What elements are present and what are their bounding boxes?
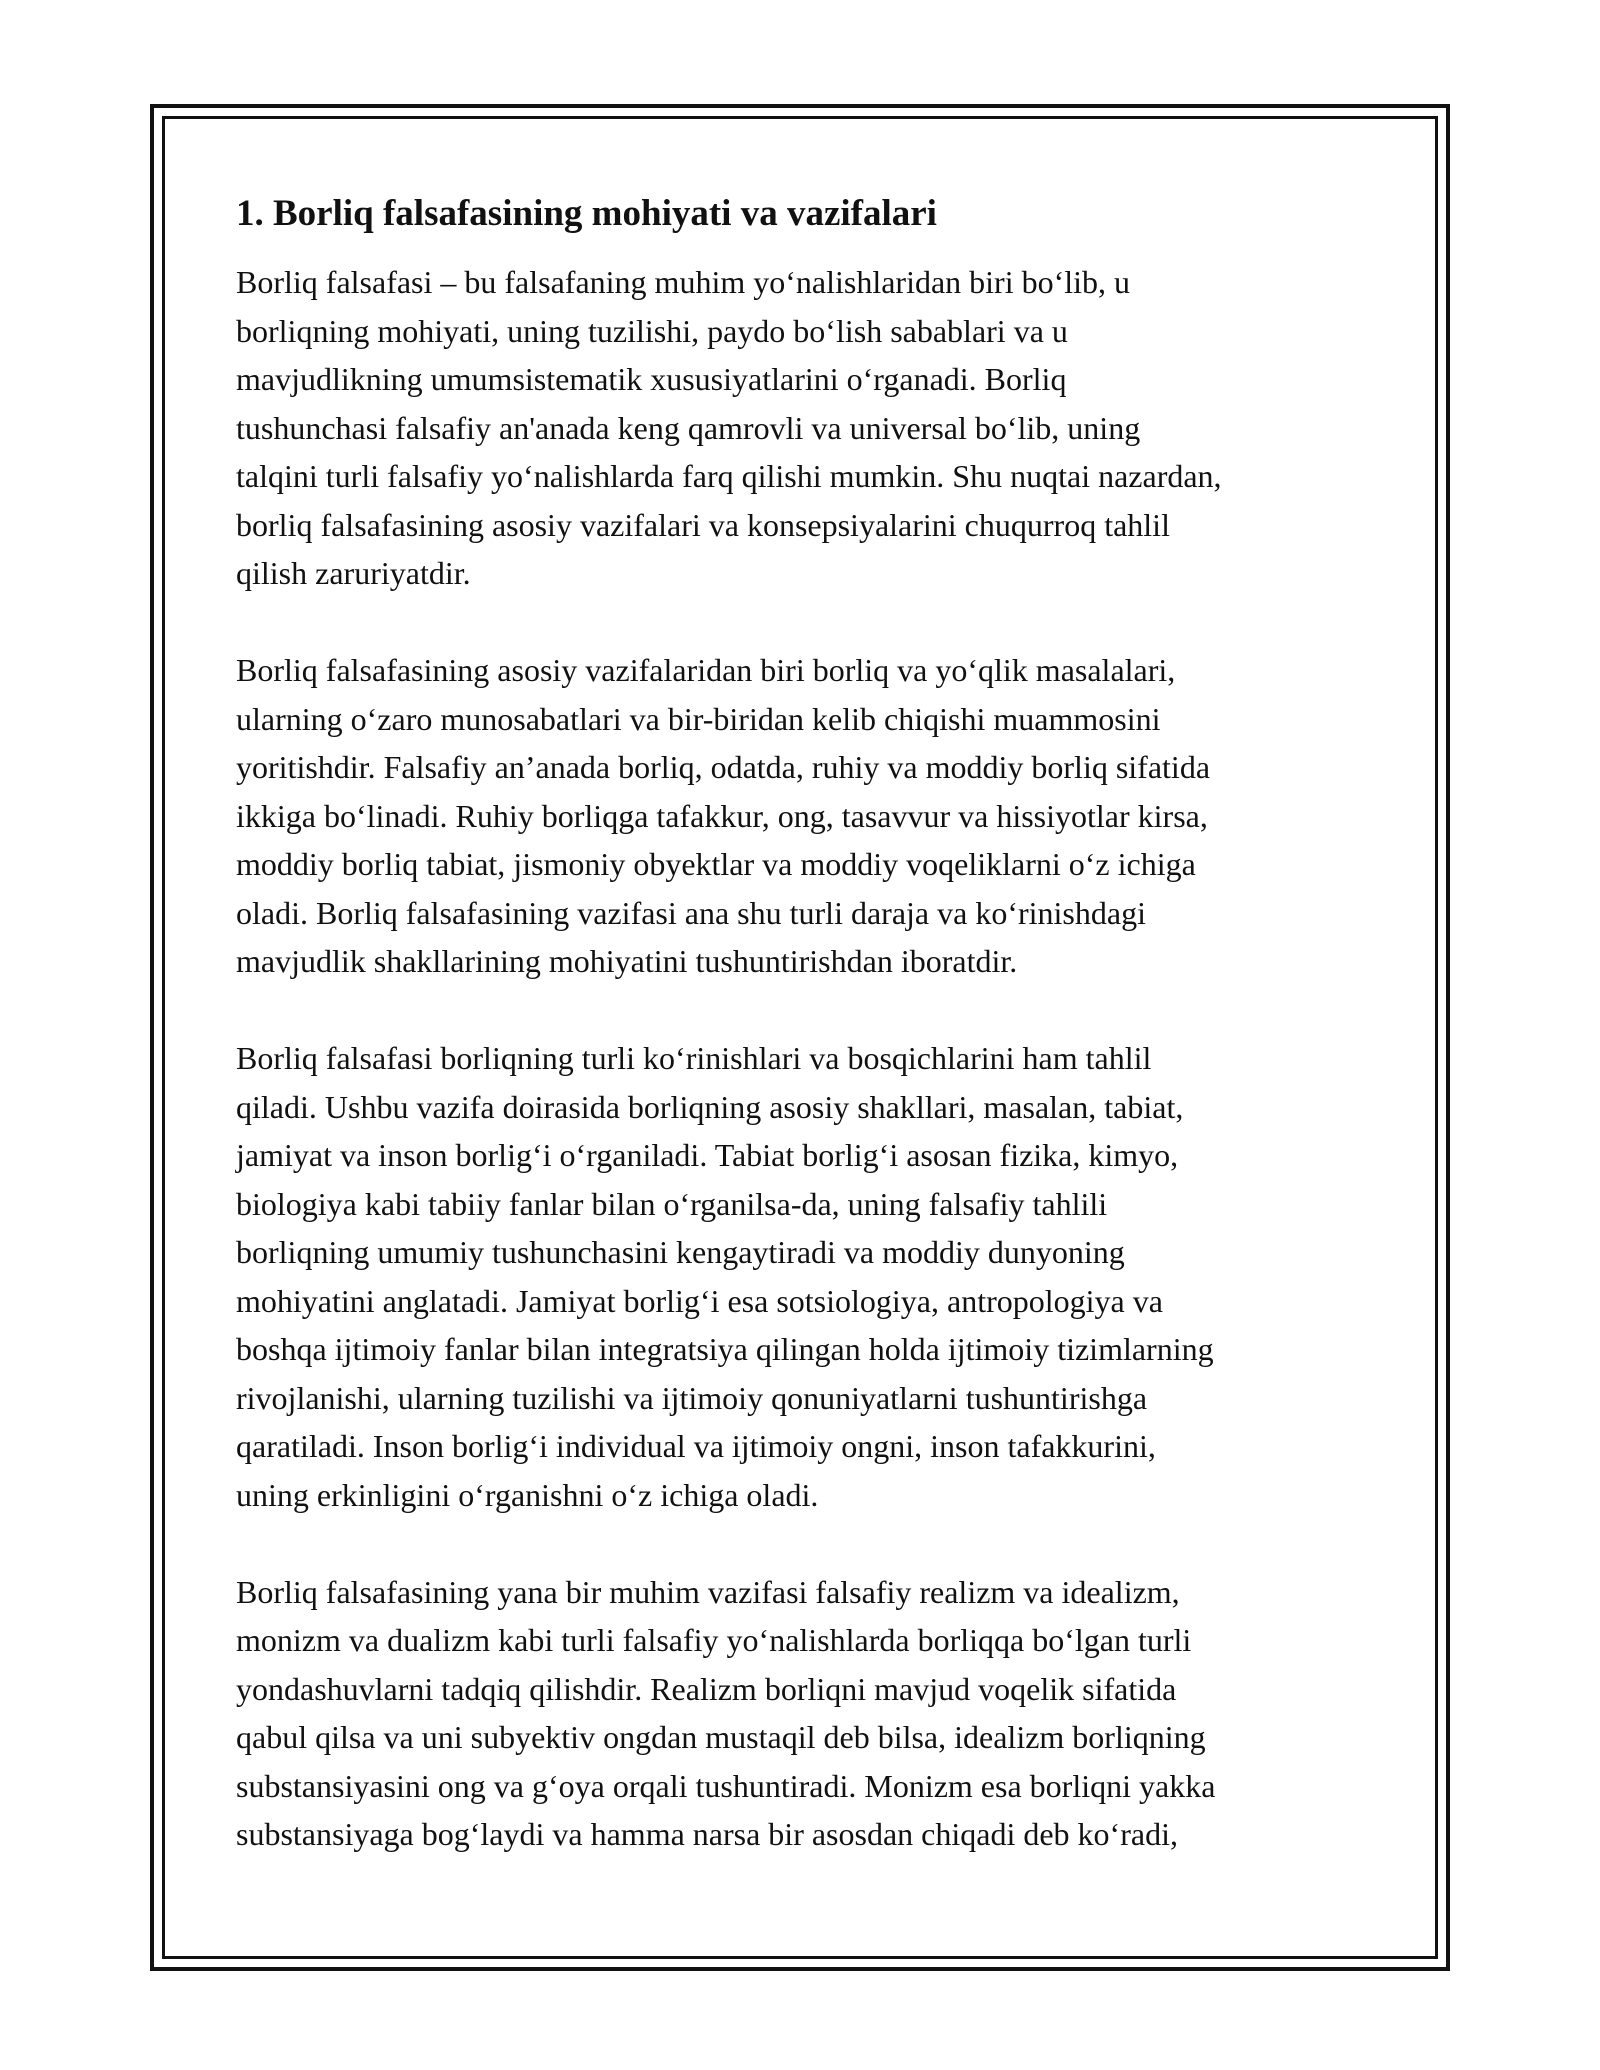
paragraph-list (236, 258, 1376, 1859)
paragraph-line: monizm va dualizm kabi turli falsafiy yoʻnalishlarda borliqqa boʻlgan turli (236, 1622, 1192, 1658)
paragraph-line: mavjudlikning umumsistematik xususiyatlarini oʻrganadi. Borliq (236, 361, 1067, 397)
paragraph-line: mohiyatini anglatadi. Jamiyat borligʻi esa sotsiologiya, antropologiya va (236, 1282, 1163, 1319)
paragraph-line: qaratiladi. Inson borligʻi individual va ijtimoiy ongni, inson tafakkurini, (236, 1428, 1156, 1464)
paragraph-line: rivojlanishi, ularning tuzilishi va ijtimoiy qonuniyatlarni tushuntirishga (236, 1379, 1148, 1416)
paragraph-line: Borliq falsafasi borliqning turli koʻrinishlari va bosqichlarini ham tahlil (236, 1040, 1152, 1076)
paragraph-line: talqini turli falsafiy yoʻnalishlarda farq qilishi mumkin. Shu nuqtai nazardan, (236, 458, 1222, 494)
paragraph-line: tushunchasi falsafiy an'anada keng qamrovli va universal boʻlib, uning (236, 409, 1141, 446)
paragraph-line: substansiyaga bogʻlaydi va hamma narsa bir asosdan chiqadi deb koʻradi, (236, 1816, 1178, 1852)
paragraph-line: boshqa ijtimoiy fanlar bilan integratsiya qilingan holda ijtimoiy tizimlarning (236, 1331, 1214, 1367)
paragraph-line: yoritishdir. Falsafiy an’anada borliq, odatda, ruhiy va moddiy borliq sifatida (236, 749, 1211, 785)
paragraph-line: oladi. Borliq falsafasining vazifasi ana shu turli daraja va koʻrinishdagi (236, 894, 1146, 931)
paragraph-line: yondashuvlarni tadqiq qilishdir. Realizm borliqni mavjud voqelik sifatida (236, 1670, 1177, 1707)
paragraph (236, 646, 1376, 986)
paragraph-line: jamiyat va inson borligʻi oʻrganiladi. Tabiat borligʻi asosan fizika, kimyo, (236, 1137, 1179, 1173)
paragraph-line: borliqning mohiyati, uning tuzilishi, paydo boʻlish sabablari va u (236, 312, 1068, 349)
section-heading: 1. Borliq falsafasining mohiyati va vazifalari (236, 193, 937, 234)
paragraph (236, 258, 1376, 598)
paragraph-line: ikkiga boʻlinadi. Ruhiy borliqga tafakkur, ong, tasavvur va hissiyotlar kirsa, (236, 797, 1208, 834)
paragraph-line: qiladi. Ushbu vazifa doirasida borliqning asosiy shakllari, masalan, tabiat, (236, 1088, 1184, 1125)
paragraph-line: substansiyasini ong va gʻoya orqali tushuntiradi. Monizm esa borliqni yakka (236, 1767, 1216, 1804)
paragraph-line: borliq falsafasining asosiy vazifalari va konsepsiyalarini chuqurroq tahlil (236, 506, 1170, 543)
paragraph-line: biologiya kabi tabiiy fanlar bilan oʻrganilsa-da, uning falsafiy tahlili (236, 1185, 1108, 1222)
paragraph (236, 1568, 1376, 1859)
paragraph-line: mavjudlik shakllarining mohiyatini tushuntirishdan iboratdir. (236, 943, 1018, 979)
paragraph-line: uning erkinligini oʻrganishni oʻz ichiga oladi. (236, 1476, 819, 1513)
paragraph-line: qabul qilsa va uni subyektiv ongdan mustaqil deb bilsa, idealizm borliqning (236, 1719, 1206, 1755)
paragraph-line: borliqning umumiy tushunchasini kengaytiradi va moddiy dunyoning (236, 1234, 1125, 1270)
paragraph-line: qilish zaruriyatdir. (236, 555, 471, 591)
paragraph-line: Borliq falsafasi – bu falsafaning muhim yoʻnalishlaridan biri boʻlib, u (236, 264, 1131, 300)
paragraph-line: Borliq falsafasining asosiy vazifalaridan biri borliq va yoʻqlik masalalari, (236, 652, 1176, 688)
document-body (236, 190, 1376, 1907)
paragraph-line: Borliq falsafasining yana bir muhim vazifasi falsafiy realizm va idealizm, (236, 1573, 1180, 1610)
paragraph (236, 1034, 1376, 1519)
paragraph-line: ularning oʻzaro munosabatlari va bir-biridan kelib chiqishi muammosini (236, 700, 1161, 737)
paragraph-line: moddiy borliq tabiat, jismoniy obyektlar va moddiy voqeliklarni oʻz ichiga (236, 846, 1196, 882)
